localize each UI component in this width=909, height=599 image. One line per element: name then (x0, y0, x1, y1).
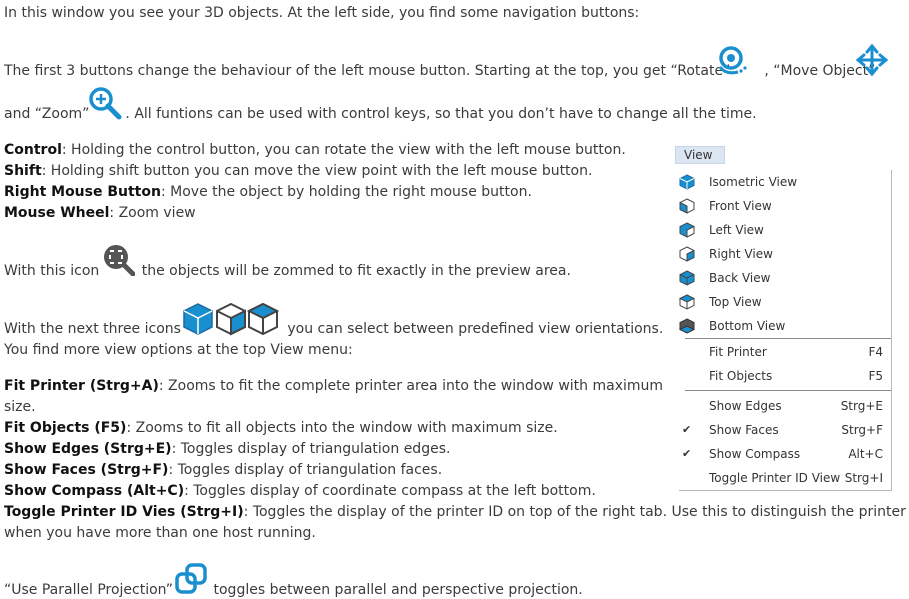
top-view-icon (249, 304, 277, 334)
key-control: Control: Holding the control button, you can rotate the view with the left mouse button. (4, 142, 626, 158)
menu-item-fit-printer[interactable]: Fit Printer F4 (709, 345, 883, 359)
menu-item-front-view[interactable]: Front View (679, 194, 891, 218)
check-icon: ✔ (682, 423, 692, 436)
opt-fit-printer: Fit Printer (Strg+A): Zooms to fit the complete printer area into the window with maximum (4, 378, 664, 394)
menu-item-toggle-printer-id[interactable]: Toggle Printer ID View Strg+I (709, 471, 883, 485)
opt-fit-printer-cont: size. (4, 399, 36, 415)
zoom-text: and “Zoom” (4, 106, 90, 122)
parallel-projection-icon (174, 562, 208, 596)
left-view-icon (217, 304, 245, 334)
menu-item-isometric-view[interactable]: Isometric View (679, 170, 891, 194)
zoom-icon (88, 86, 122, 120)
intro-line: In this window you see your 3D objects. At the left side, you find some navigation buttons: (4, 5, 640, 21)
menu-item-left-view[interactable]: Left View (679, 218, 891, 242)
move-object-text: , “Move Object” (764, 63, 876, 79)
fit-view-icon (101, 242, 135, 276)
views-menu-line: You find more view options at the top View menu: (4, 342, 353, 358)
menu-separator (685, 390, 891, 391)
views-line: With the next three icons you can select between predefined view orientations. (4, 321, 664, 337)
opt-fit-objects: Fit Objects (F5): Zooms to fit all objects into the window with maximum size. (4, 420, 558, 436)
left-view-icon (679, 222, 695, 238)
parallel-line: “Use Parallel Projection” toggles between parallel and perspective projection. (4, 582, 583, 598)
move-object-icon (856, 43, 888, 77)
top-view-icon (679, 294, 695, 310)
key-mouse-wheel: Mouse Wheel: Zoom view (4, 205, 196, 221)
menu-item-top-view[interactable]: Top View (679, 290, 891, 314)
menu-item-fit-objects[interactable]: Fit Objects F5 (709, 369, 883, 383)
fit-line: With this icon the objects will be zommed to fit exactly in the preview area. (4, 263, 571, 279)
front-view-icon (679, 198, 695, 214)
front-view-icon (184, 304, 212, 334)
check-icon: ✔ (682, 447, 692, 460)
menu-item-show-edges[interactable]: Show Edges Strg+E (709, 399, 883, 413)
menu-separator (685, 338, 891, 339)
bottom-view-icon (679, 318, 695, 334)
view-menu-tab[interactable]: View (675, 146, 725, 164)
mouse-buttons-text: The first 3 buttons change the behaviour of the left mouse button. Starting at the top, you get “Rotate” (4, 63, 731, 79)
right-view-icon (679, 246, 695, 262)
key-shift: Shift: Holding shift button you can move the view point with the left mouse button. (4, 163, 593, 179)
menu-item-show-compass[interactable]: ✔ Show Compass Alt+C (679, 442, 891, 466)
back-view-icon (679, 270, 695, 286)
opt-printer-id: Toggle Printer ID Vies (Strg+I): Toggles the display of the printer ID on top of the right tab. Use this to distinguish the printer (4, 504, 906, 520)
menu-item-back-view[interactable]: Back View (679, 266, 891, 290)
rotate-icon (716, 45, 748, 77)
opt-show-edges: Show Edges (Strg+E): Toggles display of triangulation edges. (4, 441, 451, 457)
opt-show-compass: Show Compass (Alt+C): Toggles display of coordinate compass at the left bottom. (4, 483, 596, 499)
opt-show-faces: Show Faces (Strg+F): Toggles display of triangulation faces. (4, 462, 443, 478)
menu-item-right-view[interactable]: Right View (679, 242, 891, 266)
opt-printer-id-cont: when you have more than one host running. (4, 525, 316, 541)
view-menu-panel (679, 170, 892, 491)
control-keys-text: . All funtions can be used with control keys, so that you don’t have to change all the time. (125, 106, 757, 122)
menu-item-bottom-view[interactable]: Bottom View (679, 314, 891, 338)
view-orientation-icons (182, 302, 280, 336)
view-menu (673, 144, 905, 494)
isometric-view-icon (679, 174, 695, 190)
menu-item-show-faces[interactable]: ✔ Show Faces Strg+F (679, 418, 891, 442)
key-right-mouse: Right Mouse Button: Move the object by holding the right mouse button. (4, 184, 532, 200)
